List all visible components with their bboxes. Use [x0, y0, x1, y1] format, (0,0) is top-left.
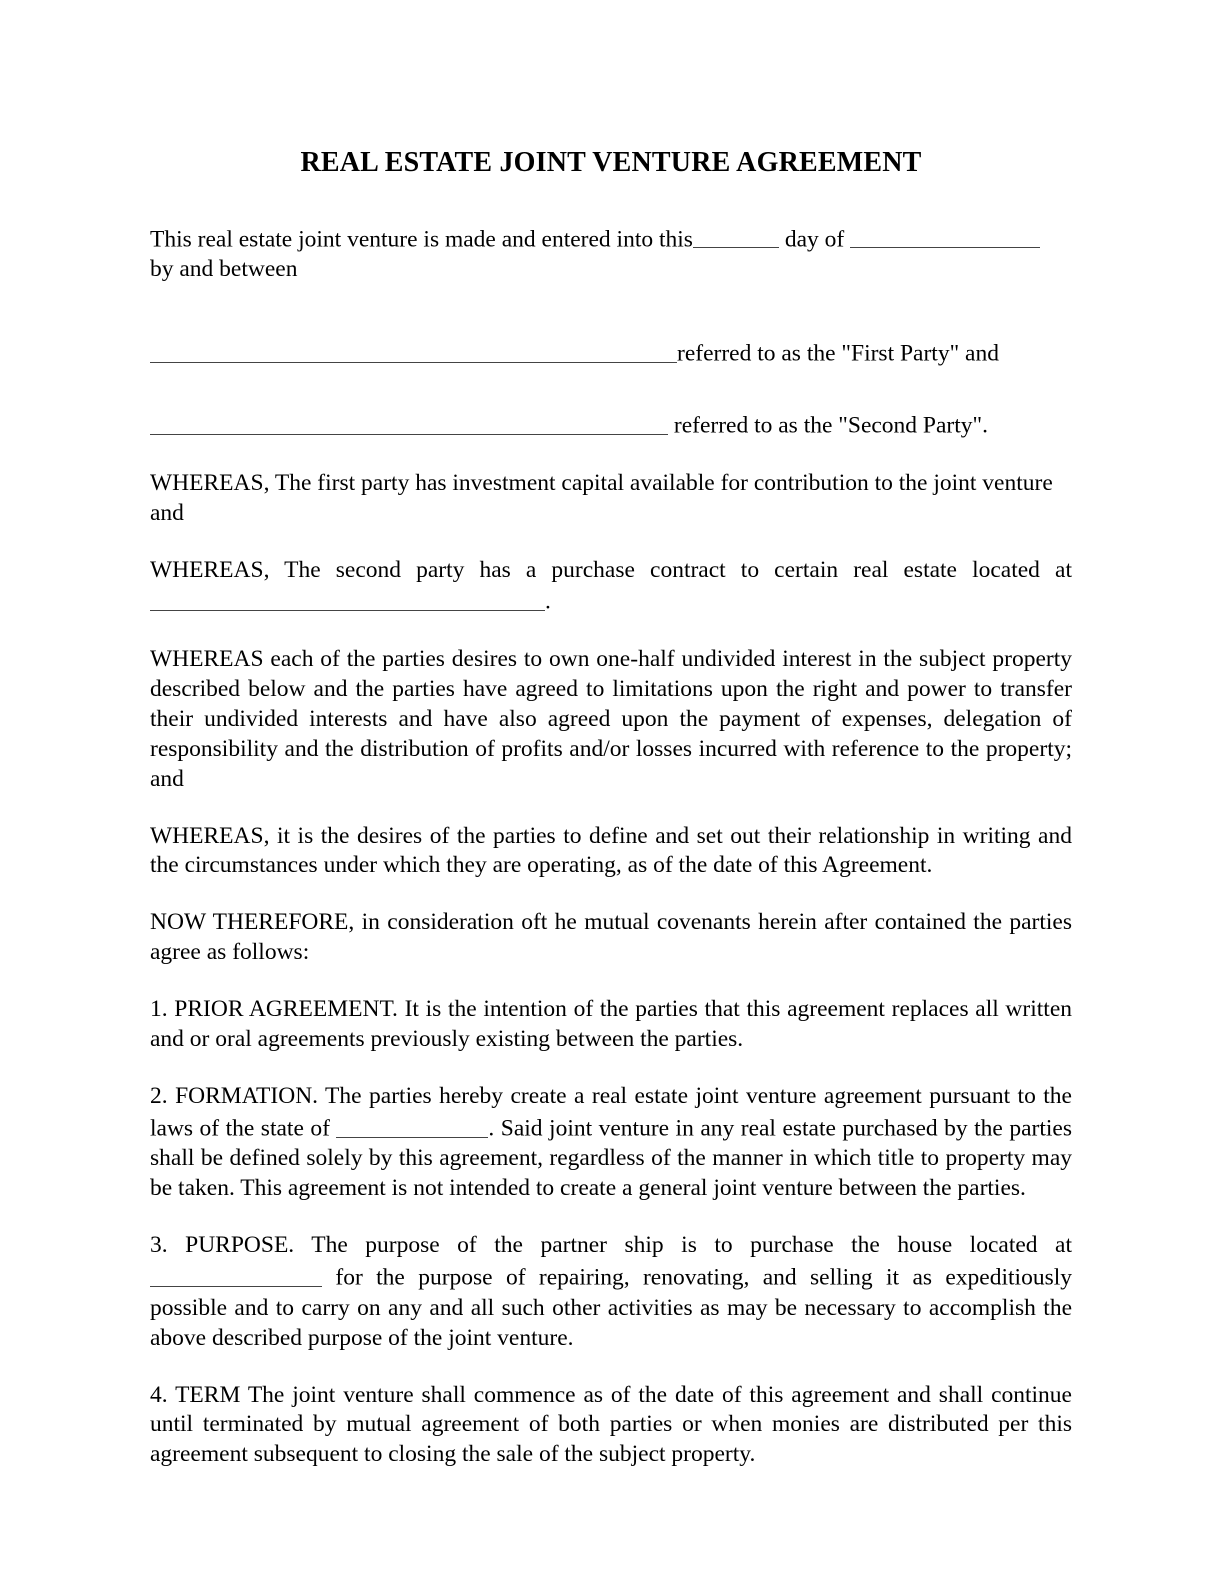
second-party-label: referred to as the "Second Party". — [673, 412, 989, 439]
first-party-label: referred to as the "First Party" and — [677, 340, 999, 367]
section-2-text-b: . Said joint venture in any real estate purchased by the parties shall be defined solely by this agreement, regardless of the manner in which title to property may be taken. This agreement is not intended to create a general joint venture between the parties. — [150, 1115, 1072, 1202]
day-blank-field[interactable] — [693, 223, 779, 249]
second-party-line — [150, 409, 1072, 441]
property-location-blank-field[interactable] — [150, 585, 545, 611]
section-3-text-a: 3. PURPOSE. The purpose of the partner ship is to purchase the house located at — [150, 1232, 1072, 1259]
second-party-blank-field[interactable] — [150, 409, 668, 435]
intro-paragraph — [150, 223, 1072, 285]
recital-now-therefore: NOW THEREFORE, in consideration oft he mutual covenants herein after contained the parties agree as follows: — [150, 909, 1072, 966]
page-title: REAL ESTATE JOINT VENTURE AGREEMENT — [300, 147, 922, 178]
recital-whereas-3: WHEREAS each of the parties desires to own one-half undivided interest in the subject property described below and the parties have agreed to limitations upon the right and power to transfer their undivided interests and have also agreed upon the payment of expenses, delegation of responsibility and the distribution of profits and/or losses incurred with reference to the property; and — [150, 645, 1072, 792]
house-address-blank-field[interactable] — [150, 1261, 322, 1287]
section-3-text-b: for the purpose of repairing, renovating, and selling it as expeditiously possible and to carry on any and all such other activities as may be necessary to accomplish the above described purpose of the joint venture. — [150, 1264, 1072, 1351]
recital-whereas-4: WHEREAS, it is the desires of the parties to define and set out their relationship in writing and the circumstances under which they are operating, as of the date of this Agreement. — [150, 822, 1072, 879]
state-blank-field[interactable] — [336, 1112, 488, 1138]
recital-whereas-1: WHEREAS, The first party has investment capital available for contribution to the joint venture and — [150, 469, 1053, 526]
first-party-line — [150, 337, 1072, 369]
recital-whereas-2-text: WHEREAS, The second party has a purchase contract to certain real estate located at — [150, 556, 1072, 583]
intro-text-before-day: This real estate joint venture is made and entered into this — [150, 226, 693, 253]
first-party-blank-field[interactable] — [150, 337, 677, 363]
recital-whereas-2-period: . — [545, 588, 551, 615]
section-4-term: 4. TERM The joint venture shall commence as of the date of this agreement and shall continue until terminated by mutual agreement of both parties or when monies are distributed per this agreement subsequent to closing the sale of the subject property. — [150, 1381, 1072, 1468]
date-blank-field[interactable] — [850, 223, 1040, 249]
section-2-formation — [150, 1082, 1072, 1204]
document-body — [150, 148, 1072, 1497]
section-3-purpose — [150, 1231, 1072, 1353]
recital-whereas-2 — [150, 556, 1072, 618]
intro-text-day-of: day of — [784, 226, 845, 253]
section-2-text-a: 2. FORMATION. The parties hereby create a real estate joint venture agreement pursuant to the laws of the state of — [150, 1083, 1072, 1142]
intro-text-by-and-between: by and between — [150, 256, 298, 283]
section-1-prior-agreement: 1. PRIOR AGREEMENT. It is the intention of the parties that this agreement replaces all written and or oral agreements previously existing between the parties. — [150, 996, 1072, 1053]
